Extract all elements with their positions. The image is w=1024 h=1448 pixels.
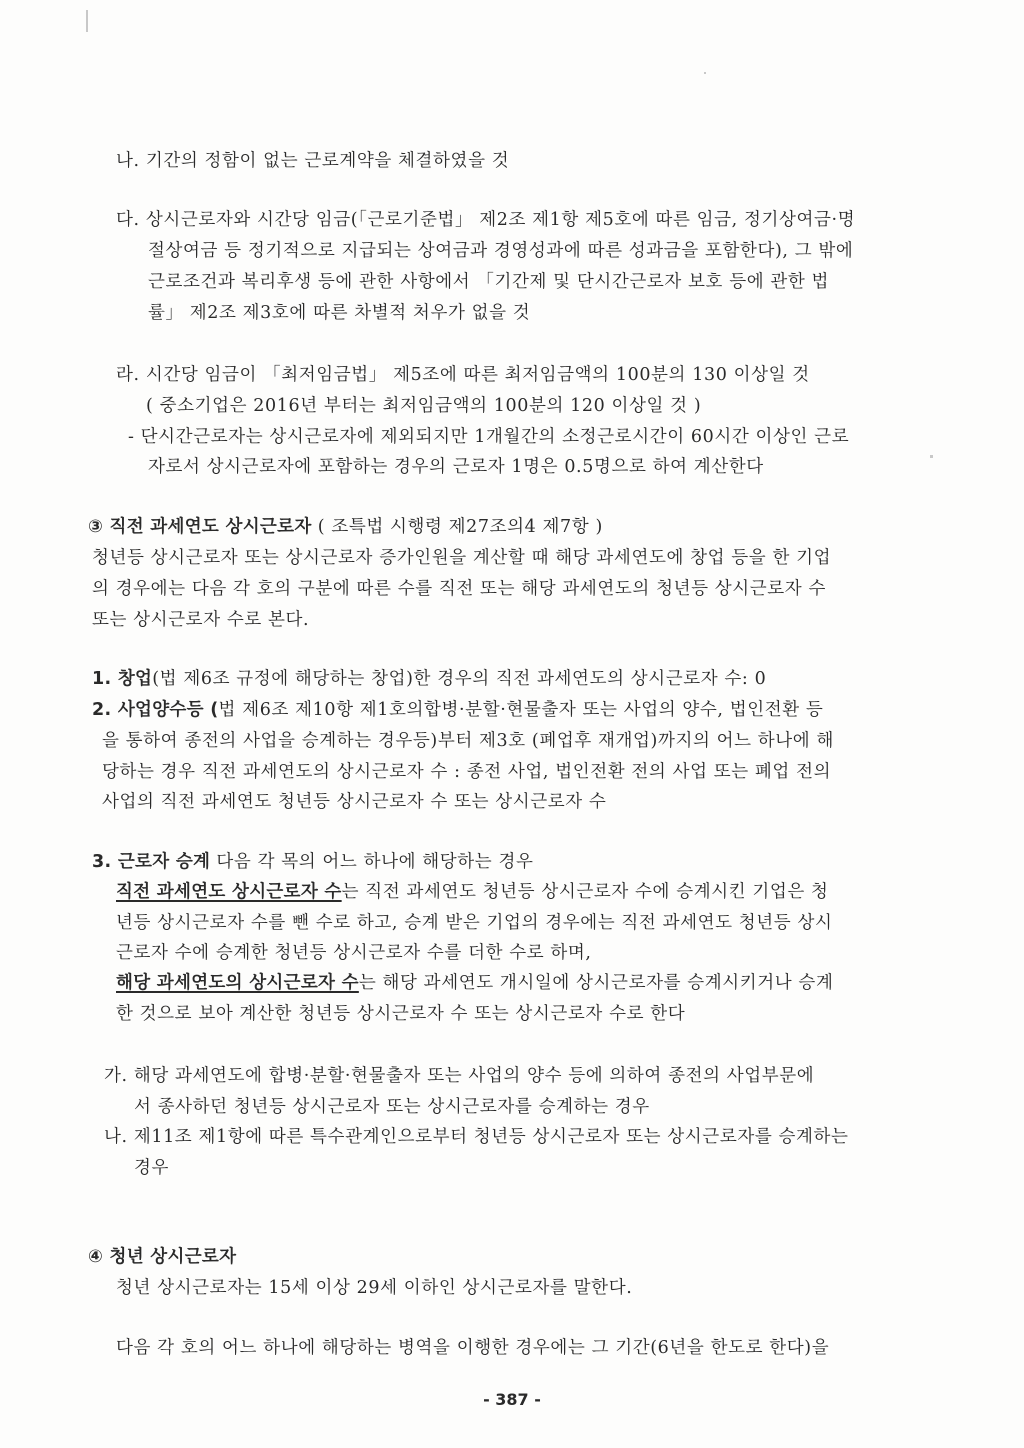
item-1-label: 1. 창업 xyxy=(92,669,153,689)
item-1-text: (법 제6조 규정에 해당하는 창업)한 경우의 직전 과세연도의 상시근로자 수: 0 xyxy=(152,669,767,689)
curr-year-text: 는 해당 과세연도 개시일에 상시근로자를 승계시키거나 승계 xyxy=(358,973,834,993)
clause-ra-line-3: - 단시간근로자는 상시근로자에 제외되지만 1개월간의 소정근로시간이 60시간 이상인 근로 xyxy=(128,427,850,447)
item-3-prev-year-line-3: 근로자 수에 승계한 청년등 상시근로자 수를 더한 수로 하며, xyxy=(116,943,592,963)
clause-ra-line-1: 라. 시간당 임금이 「최저임금법」 제5조에 따른 최저임금액의 100분의 130 이상일 것 xyxy=(116,365,810,385)
sub-ga-line-2: 서 종사하던 청년등 상시근로자 또는 상시근로자를 승계하는 경우 xyxy=(134,1097,650,1117)
item-2-line-4: 사업의 직전 과세연도 청년등 상시근로자 수 또는 상시근로자 수 xyxy=(102,792,607,812)
item-2-line-2: 을 통하여 종전의 사업을 승계하는 경우등)부터 제3호 (폐업후 재개업)까지의 어느 하나에 해 xyxy=(102,731,834,751)
prev-year-text: 는 직전 과세연도 청년등 상시근로자 수에 승계시킨 기업은 청 xyxy=(341,882,829,902)
sub-ga-line-1: 가. 해당 과세연도에 합병·분할·현물출자 또는 사업의 양수 등에 의하여 종전의 사업부문에 xyxy=(104,1066,815,1086)
item-3-label: 3. 근로자 승계 xyxy=(92,852,211,872)
clause-da-line-3: 근로조건과 복리후생 등에 관한 사항에서 「기간제 및 단시간근로자 보호 등에 관한 법 xyxy=(148,272,830,292)
scan-speck xyxy=(930,455,933,458)
section-3-intro-1: 청년등 상시근로자 또는 상시근로자 증가인원을 계산할 때 해당 과세연도에 창업 등을 한 기업 xyxy=(92,548,832,568)
section-3-intro-2: 의 경우에는 다음 각 호의 구분에 따른 수를 직전 또는 해당 과세연도의 청년등 상시근로자 수 xyxy=(92,579,826,599)
curr-year-term: 해당 과세연도의 상시근로자 수 xyxy=(116,973,359,993)
sub-na-line-2: 경우 xyxy=(134,1158,170,1178)
sub-na-line-1: 나. 제11조 제1항에 따른 특수관계인으로부터 청년등 상시근로자 또는 상시근로자를 승계하는 xyxy=(104,1127,849,1147)
scan-speck xyxy=(704,72,706,74)
item-2-line-3: 당하는 경우 직전 과세연도의 상시근로자 수 : 종전 사업, 법인전환 전의 사업 또는 폐업 전의 xyxy=(102,762,832,782)
item-3-text: 다음 각 목의 어느 하나에 해당하는 경우 xyxy=(210,852,534,872)
clause-ra-line-4: 자로서 상시근로자에 포함하는 경우의 근로자 1명은 0.5명으로 하여 계산한다 xyxy=(148,457,764,477)
item-1 xyxy=(92,668,766,690)
section-3-reference: ( 조특법 시행령 제27조의4 제7항 ) xyxy=(311,517,603,537)
section-3-heading xyxy=(88,516,603,538)
item-3-prev-year-line-2: 년등 상시근로자 수를 뺀 수로 하고, 승계 받은 기업의 경우에는 직전 과세연도 청년등 상시 xyxy=(116,913,833,933)
section-3-intro-3: 또는 상시근로자 수로 본다. xyxy=(92,610,310,630)
clause-na: 나. 기간의 정함이 없는 근로계약을 체결하였을 것 xyxy=(116,151,510,171)
scan-mark xyxy=(86,10,88,32)
section-4-line-1: 청년 상시근로자는 15세 이상 29세 이하인 상시근로자를 말한다. xyxy=(116,1278,633,1298)
clause-da-line-1: 다. 상시근로자와 시간당 임금(「근로기준법」 제2조 제1항 제5호에 따른 임금, 정기상여금·명 xyxy=(116,210,856,230)
item-3-curr-year-line-2: 한 것으로 보아 계산한 청년등 상시근로자 수 또는 상시근로자 수로 한다 xyxy=(116,1004,686,1024)
section-4-line-2: 다음 각 호의 어느 하나에 해당하는 병역을 이행한 경우에는 그 기간(6년을 한도로 한다)을 xyxy=(116,1338,830,1358)
section-3-title: ③ 직전 과세연도 상시근로자 xyxy=(88,517,312,537)
prev-year-term: 직전 과세연도 상시근로자 수 xyxy=(116,882,342,902)
item-3 xyxy=(92,851,533,873)
item-2-label: 2. 사업양수등 ( xyxy=(92,700,219,720)
clause-da-line-2: 절상여금 등 정기적으로 지급되는 상여금과 경영성과에 따른 성과금을 포함한다), 그 밖에 xyxy=(148,241,854,261)
clause-ra-line-2: ( 중소기업은 2016년 부터는 최저임금액의 100분의 120 이상일 것 ) xyxy=(146,396,702,416)
section-4-title: ④ 청년 상시근로자 xyxy=(88,1247,237,1267)
page-number: - 387 - xyxy=(483,1390,541,1409)
clause-da-line-4: 률」 제2조 제3호에 따른 차별적 처우가 없을 것 xyxy=(148,303,531,323)
item-2-text: 법 제6조 제10항 제1호의합병·분할·현물출자 또는 사업의 양수, 법인전환 등 xyxy=(218,700,824,720)
item-3-curr-year xyxy=(116,972,833,994)
item-3-prev-year xyxy=(116,881,829,903)
item-2 xyxy=(92,699,823,721)
